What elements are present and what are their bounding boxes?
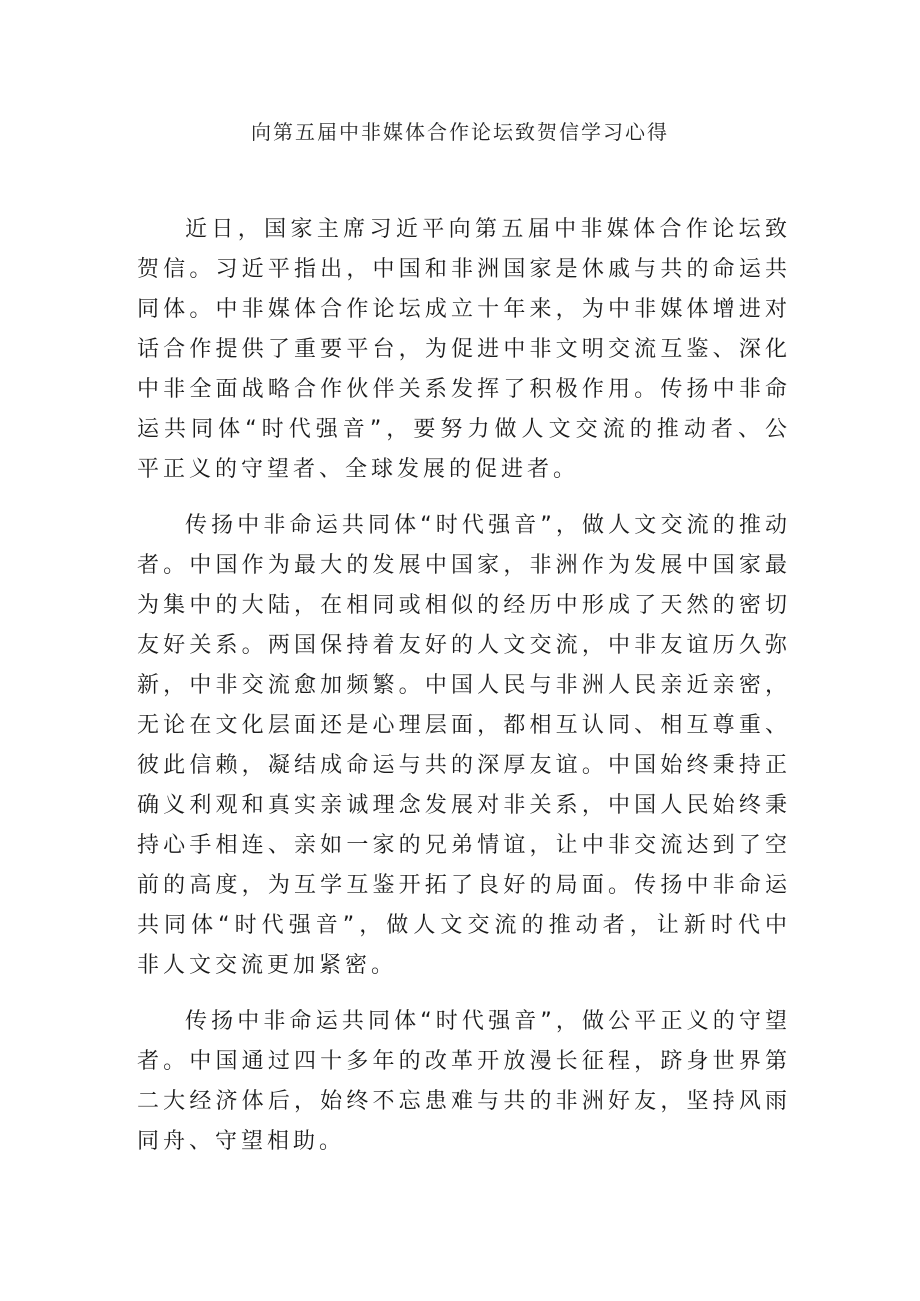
paragraph-3: 传扬中非命运共同体“时代强音”，做公平正义的守望者。中国通过四十多年的改革开放漫长征程，跻身世界第二大经济体后，始终不忘患难与共的非洲好友，坚持风雨同舟、守望相助。 — [137, 1009, 791, 1154]
paragraph-1: 近日，国家主席习近平向第五届中非媒体合作论坛致贺信。习近平指出，中国和非洲国家是休戚与共的命运共同体。中非媒体合作论坛成立十年来，为中非媒体增进对话合作提供了重要平台，为促进中非文明交流互鉴、深化中非全面战略合作伙伴关系发挥了积极作用。传扬中非命运共同体“时代强音”，要努力做人文交流的推动者、公平正义的守望者、全球发展的促进者。 — [137, 217, 791, 482]
document-body — [137, 210, 791, 1178]
paragraph-2: 传扬中非命运共同体“时代强音”，做人文交流的推动者。中国作为最大的发展中国家，非洲作为发展中国家最为集中的大陆，在相同或相似的经历中形成了天然的密切友好关系。两国保持着友好的人文交流，中非友谊历久弥新，中非交流愈加频繁。中国人民与非洲人民亲近亲密，无论在文化层面还是心理层面，都相互认同、相互尊重、彼此信赖，凝结成命运与共的深厚友谊。中国始终秉持正确义利观和真实亲诚理念发展对非关系，中国人民始终秉持心手相连、亲如一家的兄弟情谊，让中非交流达到了空前的高度，为互学互鉴开拓了良好的局面。传扬中非命运共同体“时代强音”，做人文交流的推动者，让新时代中非人文交流更加紧密。 — [137, 513, 791, 978]
document-title: 向第五届中非媒体合作论坛致贺信学习心得 — [251, 120, 669, 144]
